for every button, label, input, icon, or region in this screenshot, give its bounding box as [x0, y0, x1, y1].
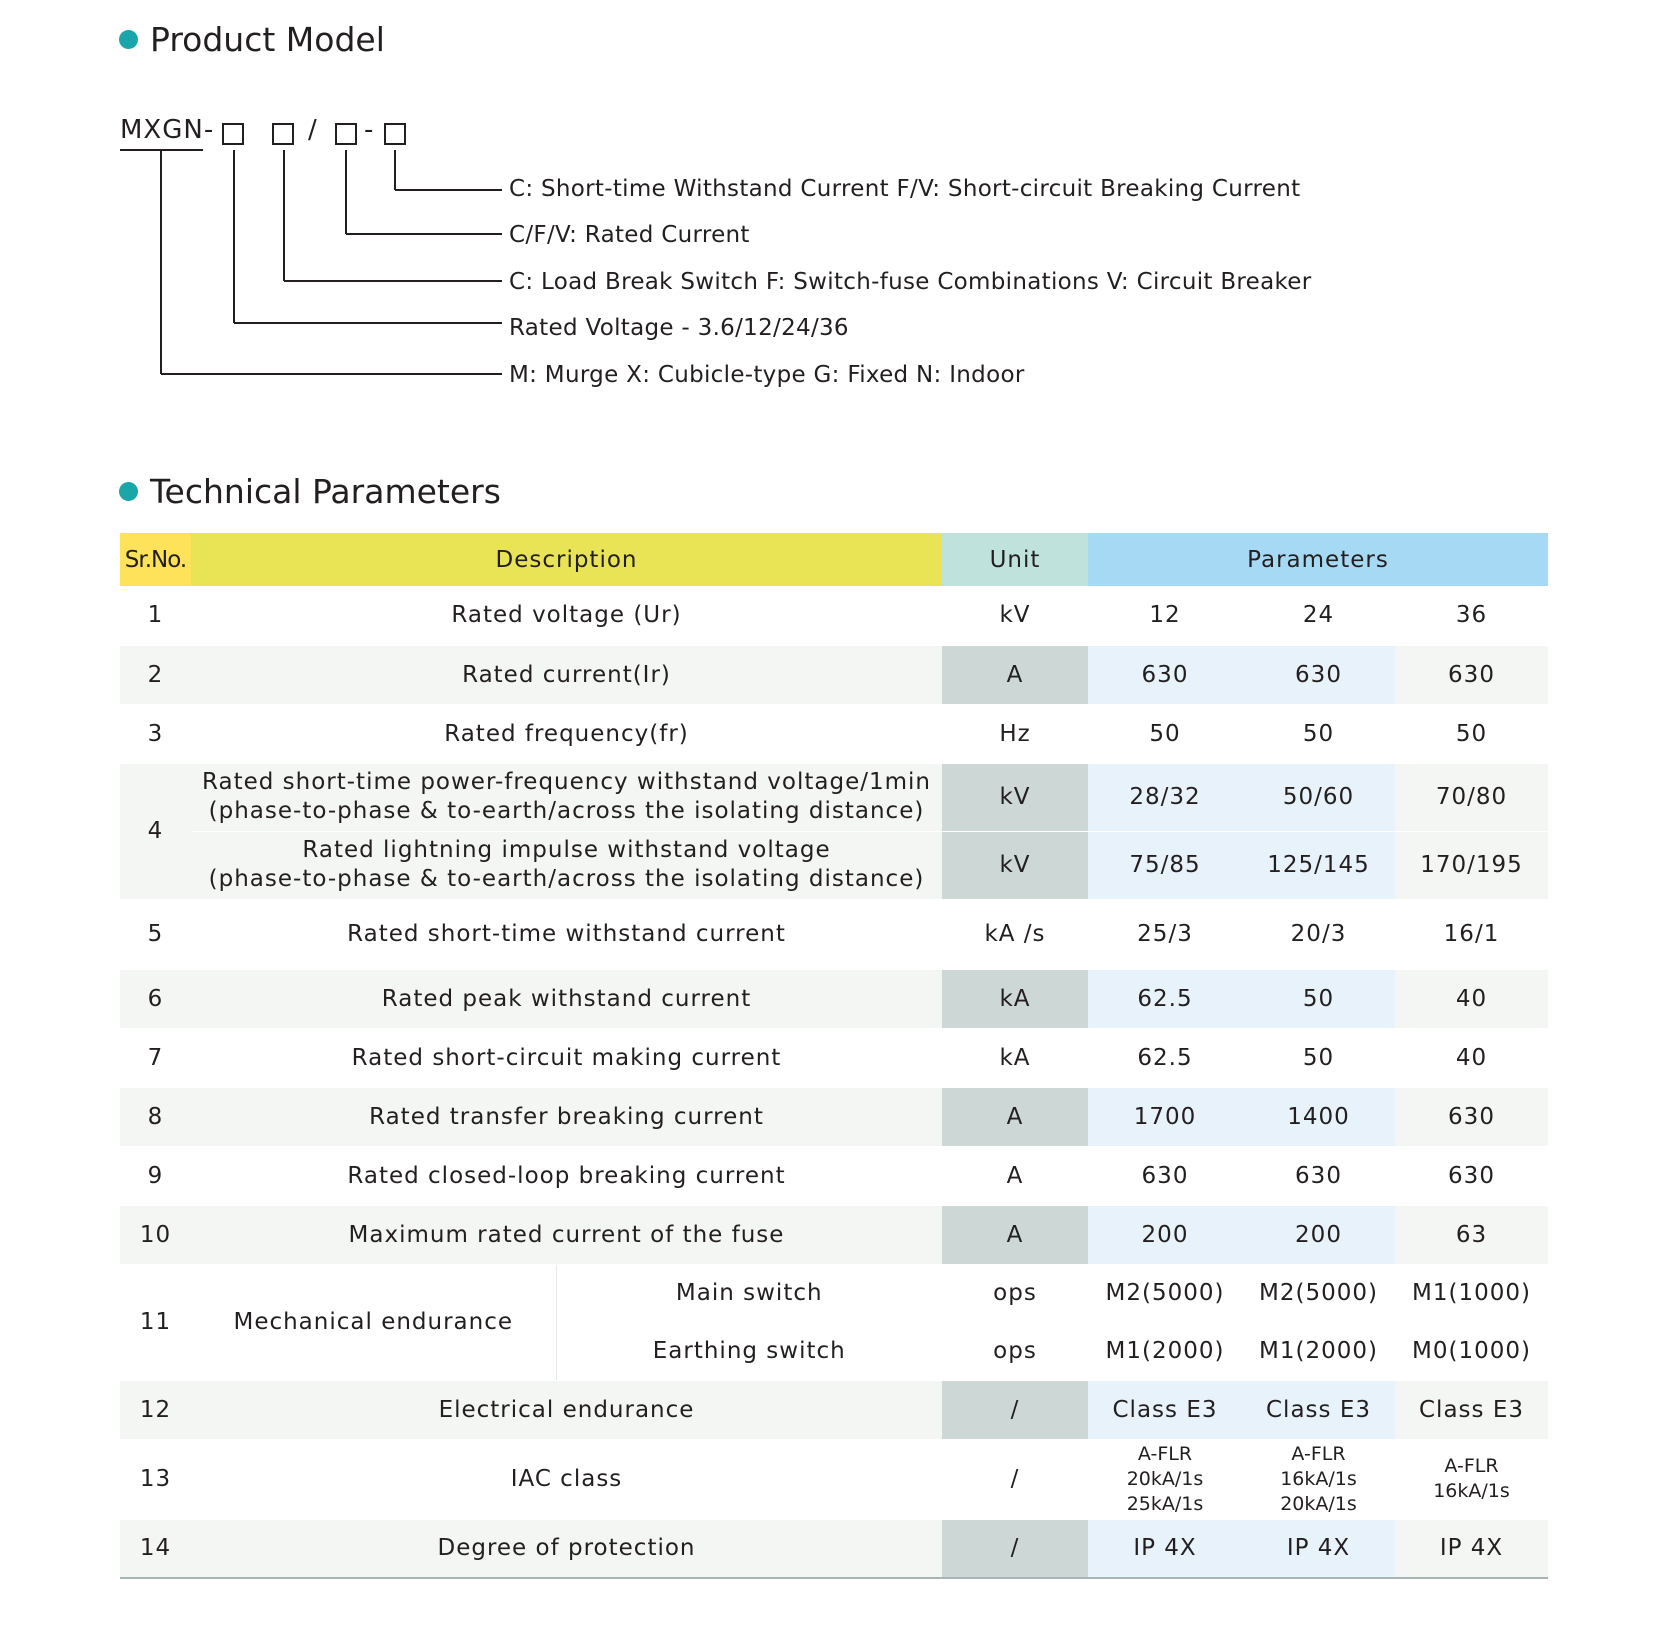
row-unit: ops: [942, 1322, 1088, 1380]
row-unit: kA /s: [942, 899, 1088, 969]
row-value-24kv: 50: [1242, 1028, 1395, 1087]
row-value-24kv: 24: [1242, 586, 1395, 645]
row-value-36kv: 630: [1395, 1087, 1548, 1146]
row-value-36kv: IP 4X: [1395, 1519, 1548, 1578]
table-row: [120, 1087, 1548, 1146]
model-code-prefix: MXGN-: [120, 115, 215, 145]
row-value-12kv: 75/85: [1088, 831, 1242, 899]
row-unit: /: [942, 1519, 1088, 1578]
legend-line-2: C/F/V: Rated Current: [509, 222, 750, 248]
row-description: Maximum rated current of the fuse: [191, 1205, 942, 1264]
table-header-row: [120, 533, 1548, 586]
row-unit: A: [942, 1087, 1088, 1146]
row-sr: 7: [120, 1028, 191, 1087]
table-row: [120, 704, 1548, 763]
row-value-12kv: 62.5: [1088, 1028, 1242, 1087]
table-row: [120, 1519, 1548, 1578]
row-unit: A: [942, 645, 1088, 704]
row-description: Rated short-time withstand current: [191, 899, 942, 969]
value-line: 25kA/1s: [1126, 1492, 1204, 1515]
row-value-24kv: 630: [1242, 645, 1395, 704]
row-value-36kv: 63: [1395, 1205, 1548, 1264]
row-description: [191, 763, 942, 831]
value-line: 20kA/1s: [1280, 1492, 1357, 1515]
technical-parameters-table: [120, 533, 1548, 1579]
legend-line-5: M: Murge X: Cubicle-type G: Fixed N: Indoor: [509, 362, 1025, 388]
row-value-24kv: 20/3: [1242, 899, 1395, 969]
row-unit: ops: [942, 1264, 1088, 1322]
table-row: [120, 645, 1548, 704]
bullet-icon: [119, 482, 138, 501]
table-row: [120, 899, 1548, 969]
row-value-36kv: M1(1000): [1395, 1264, 1548, 1322]
row-description: Rated current(Ir): [191, 645, 942, 704]
row-sub-description: Main switch: [556, 1264, 942, 1322]
legend-line-1: C: Short-time Withstand Current F/V: Short-circuit Breaking Current: [509, 176, 1301, 202]
value-line: 16kA/1s: [1280, 1467, 1357, 1490]
row-value-36kv: M0(1000): [1395, 1322, 1548, 1380]
row-value-12kv: [1088, 1439, 1242, 1519]
row-value-24kv: M2(5000): [1242, 1264, 1395, 1322]
row-value-36kv: 36: [1395, 586, 1548, 645]
row-value-24kv: M1(2000): [1242, 1322, 1395, 1380]
row-unit: kV: [942, 586, 1088, 645]
row-value-12kv: M1(2000): [1088, 1322, 1242, 1380]
header-parameters: Parameters: [1088, 533, 1548, 586]
row-value-24kv: 50: [1242, 969, 1395, 1028]
row-unit: A: [942, 1205, 1088, 1264]
row-value-24kv: 630: [1242, 1146, 1395, 1205]
legend-line-4: Rated Voltage - 3.6/12/24/36: [509, 315, 849, 341]
row-value-24kv: 125/145: [1242, 831, 1395, 899]
row-sub-description: Earthing switch: [556, 1322, 942, 1380]
model-code-box-voltage: [222, 123, 244, 145]
legend-line-3: C: Load Break Switch F: Switch-fuse Combinations V: Circuit Breaker: [509, 269, 1312, 295]
row-description-line: Rated lightning impulse withstand voltage: [302, 837, 831, 863]
row-value-12kv: IP 4X: [1088, 1519, 1242, 1578]
row-value-12kv: 1700: [1088, 1087, 1242, 1146]
table-row: [120, 1146, 1548, 1205]
row-sr: 9: [120, 1146, 191, 1205]
table-row: [120, 1439, 1548, 1519]
row-value-12kv: M2(5000): [1088, 1264, 1242, 1322]
table-row: [120, 763, 1548, 831]
row-description: Rated short-circuit making current: [191, 1028, 942, 1087]
table-row: [120, 1264, 1548, 1322]
row-value-36kv: 170/195: [1395, 831, 1548, 899]
table-row: [120, 1028, 1548, 1087]
row-value-12kv: 630: [1088, 645, 1242, 704]
value-line: A-FLR: [1291, 1442, 1346, 1465]
row-value-24kv: Class E3: [1242, 1380, 1395, 1439]
table-row: [120, 586, 1548, 645]
row-description: Degree of protection: [191, 1519, 942, 1578]
header-unit: Unit: [942, 533, 1088, 586]
row-sr: 11: [120, 1264, 191, 1380]
table-row: [120, 831, 1548, 899]
table-row: [120, 1205, 1548, 1264]
row-value-24kv: IP 4X: [1242, 1519, 1395, 1578]
row-value-12kv: Class E3: [1088, 1380, 1242, 1439]
row-value-12kv: 62.5: [1088, 969, 1242, 1028]
row-value-36kv: 70/80: [1395, 763, 1548, 831]
row-value-36kv: 50: [1395, 704, 1548, 763]
row-description-line: (phase-to-phase & to-earth/across the isolating distance): [208, 866, 925, 892]
row-description-line: (phase-to-phase & to-earth/across the isolating distance): [208, 798, 925, 824]
row-unit: Hz: [942, 704, 1088, 763]
row-value-36kv: 630: [1395, 1146, 1548, 1205]
row-value-36kv: Class E3: [1395, 1380, 1548, 1439]
row-sr: 3: [120, 704, 191, 763]
row-value-24kv: 200: [1242, 1205, 1395, 1264]
row-unit: A: [942, 1146, 1088, 1205]
row-sr: 6: [120, 969, 191, 1028]
header-description: Description: [191, 533, 942, 586]
row-unit: kA: [942, 969, 1088, 1028]
row-value-36kv: 40: [1395, 969, 1548, 1028]
row-sr: 5: [120, 899, 191, 969]
table-row: [120, 969, 1548, 1028]
row-value-36kv: 40: [1395, 1028, 1548, 1087]
row-unit: /: [942, 1439, 1088, 1519]
row-sr: 12: [120, 1380, 191, 1439]
row-sr: 8: [120, 1087, 191, 1146]
row-value-12kv: 28/32: [1088, 763, 1242, 831]
row-sr: 14: [120, 1519, 191, 1578]
row-sr: 1: [120, 586, 191, 645]
row-value-12kv: 630: [1088, 1146, 1242, 1205]
model-code-connector-lines: [0, 0, 1677, 420]
row-unit: kV: [942, 763, 1088, 831]
model-code-box-current: [335, 123, 357, 145]
row-value-36kv: 16/1: [1395, 899, 1548, 969]
row-value-12kv: 12: [1088, 586, 1242, 645]
row-value-24kv: 50/60: [1242, 763, 1395, 831]
row-sr: 2: [120, 645, 191, 704]
row-value-24kv: [1242, 1439, 1395, 1519]
header-sr-no: Sr.No.: [120, 533, 191, 586]
model-code-box-breaking: [384, 123, 406, 145]
technical-parameters-title: Technical Parameters: [150, 472, 501, 511]
row-description: Rated closed-loop breaking current: [191, 1146, 942, 1205]
row-description: Rated peak withstand current: [191, 969, 942, 1028]
row-value-36kv: 630: [1395, 645, 1548, 704]
row-description: Rated frequency(fr): [191, 704, 942, 763]
row-description-line: Rated short-time power-frequency withstand voltage/1min: [202, 769, 931, 795]
table-row: [120, 1380, 1548, 1439]
value-line: 16kA/1s: [1433, 1480, 1510, 1502]
model-code-dash: -: [364, 115, 374, 145]
row-value-12kv: 50: [1088, 704, 1242, 763]
row-value-24kv: 1400: [1242, 1087, 1395, 1146]
row-sr: 10: [120, 1205, 191, 1264]
technical-parameters-heading: [119, 472, 501, 511]
product-model-title: Product Model: [150, 20, 385, 59]
row-unit: kA: [942, 1028, 1088, 1087]
row-sr: 4: [120, 763, 191, 899]
model-code-slash: /: [308, 115, 317, 145]
model-code-box-type: [272, 123, 294, 145]
row-description: Electrical endurance: [191, 1380, 942, 1439]
row-sr: 13: [120, 1439, 191, 1519]
value-line: A-FLR: [1137, 1442, 1193, 1465]
value-line: 20kA/1s: [1126, 1467, 1204, 1490]
row-value-36kv: [1395, 1439, 1548, 1519]
row-description: Mechanical endurance: [191, 1264, 556, 1380]
row-unit: kV: [942, 831, 1088, 899]
row-unit: /: [942, 1380, 1088, 1439]
row-description: [191, 831, 942, 899]
row-value-12kv: 25/3: [1088, 899, 1242, 969]
row-description: IAC class: [191, 1439, 942, 1519]
row-description: Rated transfer breaking current: [191, 1087, 942, 1146]
row-value-24kv: 50: [1242, 704, 1395, 763]
value-line: A-FLR: [1444, 1455, 1499, 1477]
row-value-12kv: 200: [1088, 1205, 1242, 1264]
row-description: Rated voltage (Ur): [191, 586, 942, 645]
